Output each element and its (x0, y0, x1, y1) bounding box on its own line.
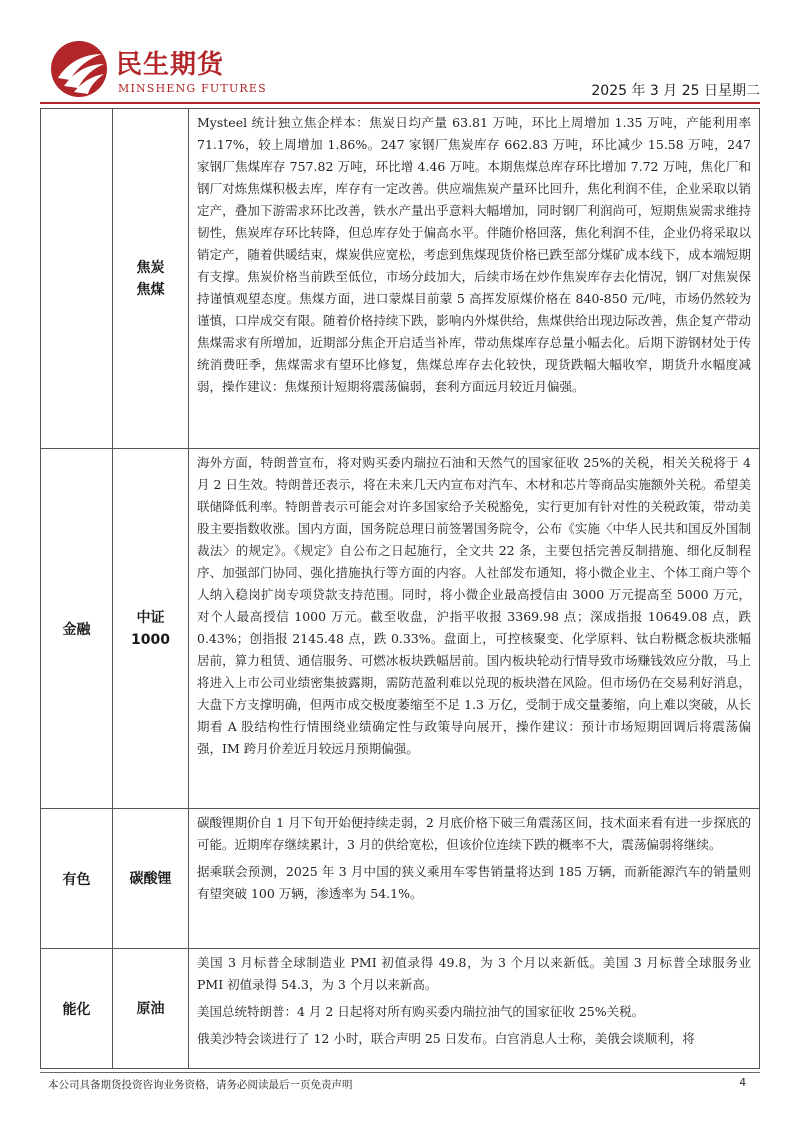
footer-disclaimer: 本公司具备期货投资咨询业务资格，请务必阅读最后一页免责声明 (48, 1079, 353, 1091)
minsheng-logo-icon (50, 40, 108, 98)
footer-divider (40, 1072, 760, 1073)
header-divider (40, 102, 760, 104)
page-header (40, 40, 760, 102)
commentary-paragraph: 俄美沙特会谈进行了 12 小时，联合声明 25 日发布。白宫消息人士称，美俄会谈顺利，将 (197, 1031, 695, 1046)
commentary-cell (189, 949, 760, 1069)
sector-cell: 金融 (41, 449, 113, 809)
product-label: 碳酸锂 (129, 870, 172, 887)
report-date: 2025 年 3 月 25 日星期二 (591, 83, 760, 99)
commentary-paragraph: 碳酸锂期价自 1 月下旬开始便持续走弱，2 月底价格下破三角震荡区间，技术面来看有进一步探底的可能。近期库存继续累计，3 月的供给宽松，但该价位连续下跌的概率不大，震荡偏弱将继续。 (197, 815, 751, 852)
commodity-commentary-table (40, 108, 760, 1069)
sector-cell: 有色 (41, 809, 113, 949)
product-cell (113, 109, 189, 449)
commentary-paragraph: Mysteel 统计独立焦企样本：焦炭日均产量 63.81 万吨，环比上周增加 1.35 万吨，产能利用率 71.17%，较上周增加 1.86%。247 家钢厂焦炭库存 662.83 万吨，环比减少 15.58 万吨，247 家钢厂焦煤库存 757.82 万吨，环比增 4.46 万吨。本期焦煤总库存环比增加 7.72 万吨，焦化厂和钢厂对炼焦煤积极去库，库存有一定改善。供应端焦炭产量环比回升，焦化利润不佳，企业采取以销定产，叠加下游需求环比改善，铁水产量出乎意料大幅增加，同时钢厂利润尚可，短期焦炭需求维持韧性，焦炭库存环比转降，但总库存处于偏高水平。伴随价格回落，焦化利润不佳，企业仍将采取以销定产，随着供暖结束，煤炭供应宽松，考虑到焦煤现货价格已跌至部分煤矿成本线下，成本端短期有支撑。焦炭价格当前跌至低位，市场分歧加大，后续市场在炒作焦炭库存去化情况，钢厂对焦炭保持谨慎观望态度。焦煤方面，进口蒙煤目前蒙 5 高挥发原煤价格在 840-850 元/吨，市场仍然较为谨慎，口岸成交有限。随着价格持续下跌，影响内外煤供给，焦煤供给出现边际改善，焦企复产带动焦煤需求有所增加，近期部分焦企开启适当补库，带动焦煤库存总量小幅去化。后期下游钢材处于传统消费旺季，焦煤需求有望环比修复，焦煤总库存去化较快，现货跌幅大幅收窄，期货升水幅度减弱，操作建议：焦煤预计短期将震荡偏弱，套利方面远月较近月偏强。 (197, 115, 751, 394)
commentary-cell (189, 109, 760, 449)
product-cell (113, 809, 189, 949)
commentary-paragraph: 美国总统特朗普：4 月 2 日起将对所有购买委内瑞拉油气的国家征收 25%关税。 (197, 1004, 645, 1019)
page-number: 4 (739, 1077, 746, 1089)
commentary-paragraph: 美国 3 月标普全球制造业 PMI 初值录得 49.8，为 3 个月以来新低。美国 3 月标普全球服务业 PMI 初值录得 54.3，为 3 个月以来新高。 (197, 955, 751, 992)
commentary-paragraph: 据乘联会预测，2025 年 3 月中国的狭义乘用车零售销量将达到 185 万辆，而新能源汽车的销量则有望突破 100 万辆，渗透率为 54.1%。 (197, 864, 751, 901)
product-label: 原油 (136, 1000, 165, 1017)
product-cell (113, 949, 189, 1069)
table-row (41, 109, 760, 449)
product-cell (113, 449, 189, 809)
product-label: 焦炭 焦煤 (136, 259, 165, 298)
table-row (41, 809, 760, 949)
product-label: 中证 1000 (131, 609, 170, 648)
commentary-cell (189, 449, 760, 809)
commentary-paragraph: 海外方面，特朗普宣布，将对购买委内瑞拉石油和天然气的国家征收 25%的关税，相关关税将于 4 月 2 日生效。特朗普还表示，将在未来几天内宣布对汽车、木材和芯片等商品实施额外关税。希望美联储降低利率。特朗普表示可能会对许多国家给予关税豁免，实行更加有针对性的关税政策，带动美股主要指数收涨。国内方面，国务院总理日前签署国务院令，公布《实施〈中华人民共和国反外国制裁法〉的规定》。《规定》自公布之日起施行，全文共 22 条，主要包括完善反制措施、细化反制程序、加强部门协同、强化措施执行等方面的内容。人社部发布通知，将小微企业主、个体工商户等个人纳入稳岗扩岗专项贷款支持范围。同时，将小微企业最高授信由 3000 万元提高至 5000 万元，对个人最高授信 1000 万元。截至收盘，沪指平收报 3369.98 点；深成指报 10649.08 点，跌 0.43%；创指报 2145.48 点，跌 0.33%。盘面上，可控核聚变、化学原料、钛白粉概念板块涨幅居前，算力租赁、通信服务、可燃冰板块跌幅居前。国内板块轮动行情导致市场赚钱效应分散，马上将进入上市公司业绩密集披露期，需防范盈利难以兑现的板块潜在风险。但市场仍在交易利好消息，大盘下方支撑明确，但两市成交极度萎缩至不足 1.3 万亿，受制于成交量萎缩，向上难以突破，从长期看 A 股结构性行情围绕业绩确定性与政策导向展开，操作建议：预计市场短期回调后将震荡偏强，IM 跨月价差近月较远月预期偏强。 (197, 455, 751, 756)
table-row (41, 949, 760, 1069)
sector-cell (41, 109, 113, 449)
commentary-cell (189, 809, 760, 949)
sector-cell: 能化 (41, 949, 113, 1069)
brand-name-chinese: 民生期货 (116, 50, 225, 80)
table-row (41, 449, 760, 809)
brand-name-english: MINSHENG FUTURES (118, 82, 267, 95)
